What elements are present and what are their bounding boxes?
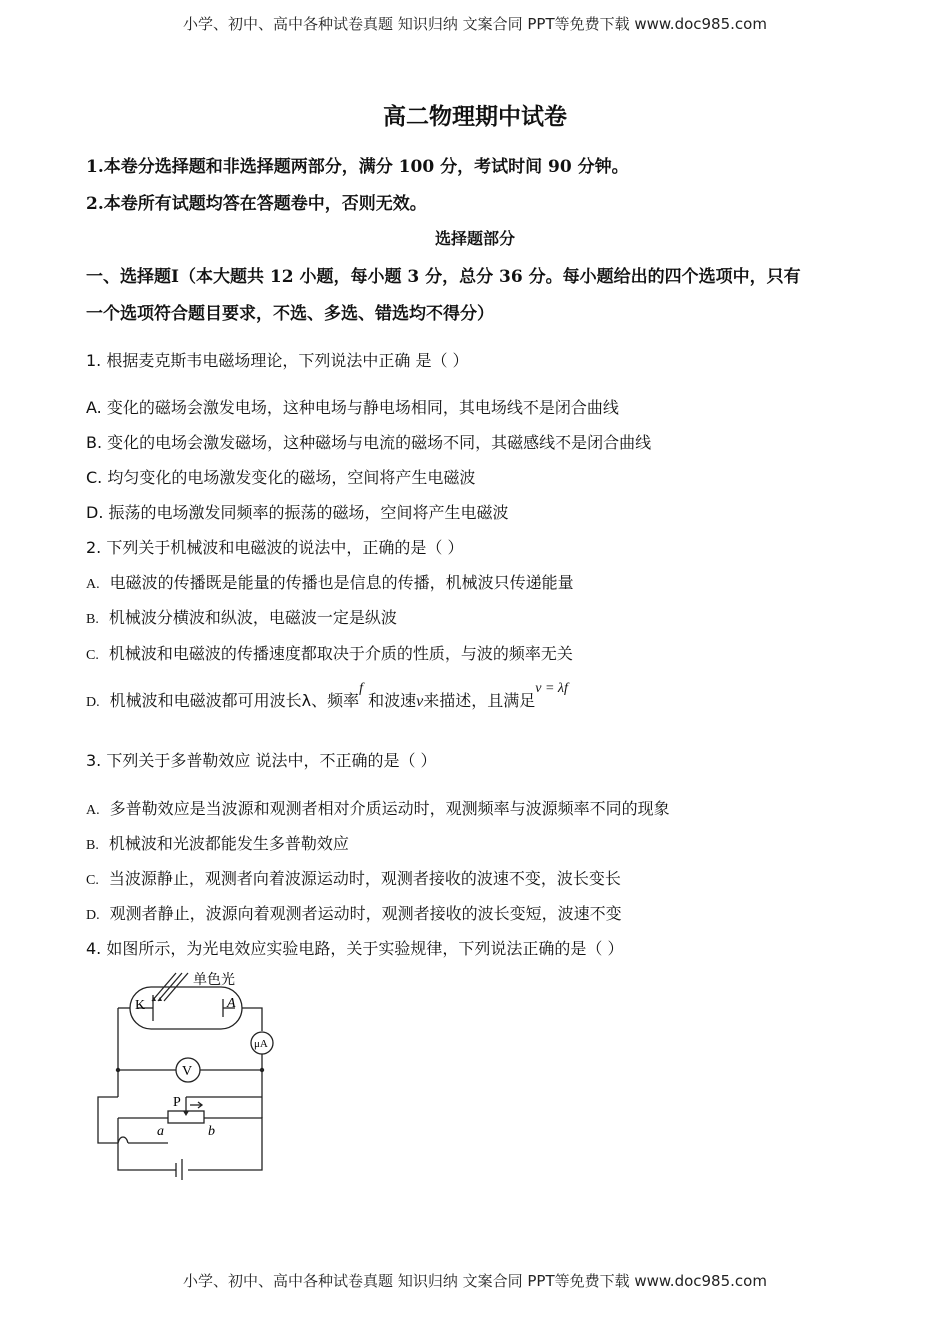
end-a-label: a	[157, 1124, 164, 1139]
question-3-option-a	[86, 796, 670, 819]
section-title: 选择题部分	[434, 229, 515, 248]
cathode-label: K	[135, 998, 146, 1013]
part-heading-line-2: 一个选项符合题目要求，不选、多选、错选均不得分）	[86, 304, 494, 324]
question-2-option-c	[86, 641, 573, 664]
question-1-option-d: D. 振荡的电场激发同频率的振荡的磁场，空间将产生电磁波	[86, 503, 509, 522]
photoelectric-circuit-diagram	[90, 965, 290, 1180]
option-text-part-3: 来描述，且满足	[423, 691, 536, 710]
instruction-1: 1.本卷分选择题和非选择题两部分，满分 100 分，考试时间 90 分钟。	[86, 157, 629, 177]
question-3-option-b	[86, 831, 349, 854]
symbol-v: v	[416, 693, 424, 710]
question-1-option-b: B. 变化的电场会激发磁场，这种磁场与电流的磁场不同，其磁感线不是闭合曲线	[86, 433, 652, 452]
page-title: 高二物理期中试卷	[383, 103, 567, 130]
option-text: 电磁波的传播既是能量的传播也是信息的传播，机械波只传递能量	[109, 573, 574, 592]
instruction-2: 2.本卷所有试题均答在答题卷中，否则无效。	[86, 194, 427, 214]
option-text: 当波源静止，观测者向着波源运动时，观测者接收的波速不变，波长变长	[108, 869, 621, 888]
option-text: 多普勒效应是当波源和观测者相对介质运动时，观测频率与波源频率不同的现象	[109, 799, 670, 818]
question-2-option-d	[86, 681, 568, 711]
page-header: 小学、初中、高中各种试卷真题 知识归纳 文案合同 PPT等免费下载 www.doc985.com	[183, 15, 767, 33]
option-text: 机械波分横波和纵波，电磁波一定是纵波	[108, 608, 397, 627]
option-text: 观测者静止，波源向着观测者运动时，观测者接收的波长变短，波速不变	[109, 904, 622, 923]
option-text: 机械波和光波都能发生多普勒效应	[108, 834, 349, 853]
option-label: A.	[86, 577, 100, 592]
question-3-option-d	[86, 901, 622, 924]
question-2-stem: 2. 下列关于机械波和电磁波的说法中，正确的是（ ）	[86, 538, 464, 557]
option-text-part-1: 机械波和电磁波都可用波长λ、频率	[109, 691, 360, 710]
question-3-stem: 3. 下列关于多普勒效应 说法中，不正确的是（ ）	[86, 751, 437, 770]
option-label: C.	[86, 873, 99, 888]
question-2-option-b	[86, 605, 397, 628]
question-1-option-c: C. 均匀变化的电场激发变化的磁场，空间将产生电磁波	[86, 468, 476, 487]
formula-v-lambda-f: v = λf	[535, 681, 568, 696]
end-b-label: b	[208, 1124, 215, 1139]
option-label: B.	[86, 838, 99, 853]
slider-label: P	[173, 1095, 181, 1110]
anode-label: A	[227, 996, 236, 1011]
symbol-f: f	[359, 681, 363, 696]
question-1-option-a: A. 变化的磁场会激发电场，这种电场与静电场相同，其电场线不是闭合曲线	[86, 398, 619, 417]
part-heading-line-1: 一、选择题I（本大题共 12 小题，每小题 3 分，总分 36 分。每小题给出的四个选项中，只有	[86, 267, 801, 287]
option-label: D.	[86, 695, 100, 710]
question-3-option-c	[86, 866, 621, 889]
light-label: 单色光	[193, 973, 235, 988]
question-4-stem: 4. 如图所示，为光电效应实验电路，关于实验规律，下列说法正确的是（ ）	[86, 939, 624, 958]
option-text: 机械波和电磁波的传播速度都取决于介质的性质，与波的频率无关	[108, 644, 573, 663]
option-text-part-2: 和波速	[368, 691, 417, 710]
option-label: C.	[86, 648, 99, 663]
page-footer: 小学、初中、高中各种试卷真题 知识归纳 文案合同 PPT等免费下载 www.doc985.com	[183, 1272, 767, 1290]
option-label: A.	[86, 803, 100, 818]
voltmeter-label: V	[182, 1064, 193, 1079]
microammeter-label: μA	[254, 1038, 268, 1050]
question-2-option-a	[86, 570, 574, 593]
option-label: D.	[86, 908, 100, 923]
question-1-stem: 1. 根据麦克斯韦电磁场理论，下列说法中正确 是（ ）	[86, 351, 469, 370]
option-label: B.	[86, 612, 99, 627]
